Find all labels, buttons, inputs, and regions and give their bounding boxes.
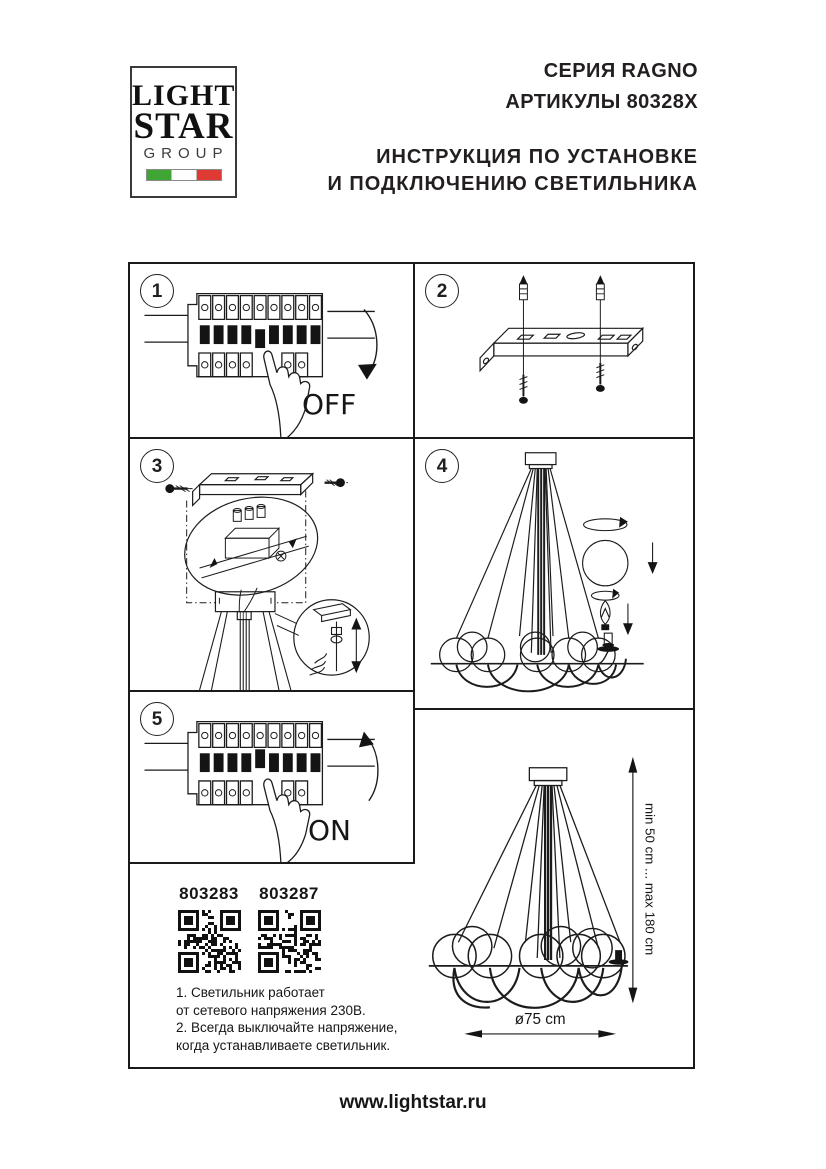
step-panel-3 <box>130 439 413 690</box>
instruction-title <box>327 144 698 198</box>
step-number-4: 4 <box>425 449 459 483</box>
flag-red <box>197 170 221 180</box>
instruction-line-2: И ПОДКЛЮЧЕНИЮ СВЕТИЛЬНИКА <box>327 173 698 195</box>
qr-code-right <box>258 910 321 973</box>
title-block <box>505 56 698 118</box>
product-info-section <box>130 864 413 1069</box>
flag-white <box>172 170 197 180</box>
qr-code-left <box>178 910 241 973</box>
step-number-3: 3 <box>140 449 174 483</box>
article-number-left: 803283 <box>179 884 239 903</box>
step-panel-4 <box>415 439 693 708</box>
series-title: СЕРИЯ RAGNO <box>543 60 698 82</box>
note-line-1: 1. Светильник работает <box>176 985 325 1000</box>
wiring-diagram <box>130 439 413 690</box>
note-line-2: от сетевого напряжения 230В. <box>176 1002 366 1018</box>
step-number-1: 1 <box>140 274 174 308</box>
chandelier-assembly-diagram <box>415 439 693 708</box>
italian-flag-stripe <box>146 169 222 181</box>
dimensions-panel <box>415 710 693 1069</box>
safety-notes <box>176 984 416 1054</box>
on-label: ON <box>308 814 351 847</box>
step-panel-1 <box>130 264 413 437</box>
height-range-label: min 50 cm ... max 180 cm <box>642 803 658 956</box>
steps-grid <box>128 262 695 1069</box>
pressing-finger <box>264 779 310 862</box>
article-number-right: 803287 <box>259 884 319 903</box>
step-number-2: 2 <box>425 274 459 308</box>
off-label: OFF <box>302 388 357 421</box>
instruction-line-1: ИНСТРУКЦИЯ ПО УСТАНОВКЕ <box>376 146 698 168</box>
lightstar-logo <box>130 66 237 198</box>
flag-green <box>147 170 172 180</box>
logo-word-star: STAR <box>133 106 234 147</box>
step-panel-2 <box>415 264 693 437</box>
logo-word-light: LIGHT <box>132 79 236 112</box>
footer-website: www.lightstar.ru <box>339 1092 487 1113</box>
note-line-3: 2. Всегда выключайте напряжение, <box>176 1020 398 1035</box>
step-panel-5 <box>130 692 413 862</box>
diameter-label: ø75 cm <box>514 1011 566 1029</box>
step-number-5: 5 <box>140 702 174 736</box>
logo-word-group: GROUP <box>143 145 229 162</box>
note-line-4: когда устанавливаете светильник. <box>176 1037 391 1053</box>
chandelier-dimensions-diagram <box>415 710 693 1069</box>
articles-title: АРТИКУЛЫ 80328X <box>505 91 698 113</box>
